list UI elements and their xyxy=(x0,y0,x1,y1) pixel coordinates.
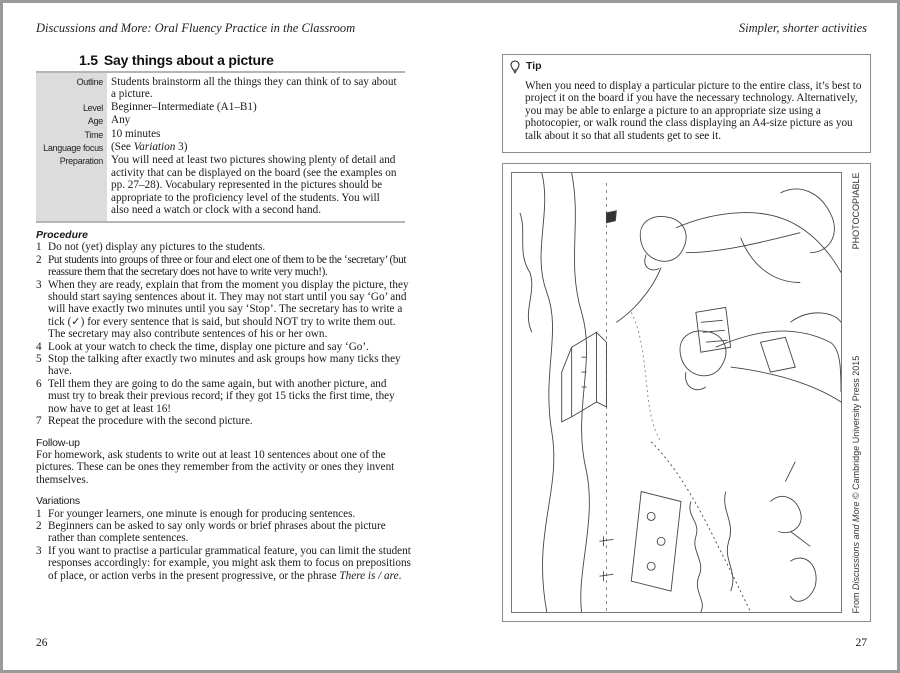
step-number: 6 xyxy=(36,377,42,390)
procedure-step xyxy=(36,353,411,378)
info-value-prefix: (See xyxy=(111,141,134,154)
variations-list xyxy=(36,508,411,582)
running-head-right: Simpler, shorter activities xyxy=(738,21,867,35)
section-title-text: Say things about a picture xyxy=(103,52,274,68)
info-row-age xyxy=(36,114,405,127)
step-number: 1 xyxy=(36,241,42,254)
tip-text: When you need to display a particular picture to the entire class, it’s best to project it on the board if you have the necessary technology. Alternatively, you may be able to enlarge a picture to an appropriate size using a photocopier, or walk round the class displaying an A4-size picture as you talk about it so that all students get to see it. xyxy=(525,80,862,142)
info-value: You will need at least two pictures showing plenty of detail and activity that can be displayed on the board (see the examples on pp. 27–28). Vocabulary represented in the pictures should be appropriate to the proficiency level of the students. You will also need a watch or clock with a second hand. xyxy=(111,154,397,217)
info-value xyxy=(107,141,405,154)
step-text: Do not (yet) display any pictures to the students. xyxy=(48,241,266,254)
variations-heading: Variations xyxy=(36,495,80,508)
variation-text: Beginners can be asked to say only words or brief phrases about the picture rather than complete sentences. xyxy=(48,519,386,545)
variation-item xyxy=(36,508,411,520)
info-row-time xyxy=(36,128,405,141)
variation-number: 3 xyxy=(36,544,42,557)
right-page xyxy=(450,3,897,670)
info-value: Students brainstorm all the things they can think of to say about a picture. xyxy=(111,76,397,101)
procedure-step xyxy=(36,378,411,415)
credit-prefix: From xyxy=(851,589,861,613)
page-number-right: 27 xyxy=(855,637,867,649)
step-text: Tell them they are going to do the same again, but with another picture, and must try to break their previous record; if they got 15 ticks the first time, they now have to get at least 16! xyxy=(48,377,395,415)
variation-text: If you want to practise a particular grammatical feature, you can limit the student responses accordingly: for example, you might ask them to focus on prepositions of place, or action verbs in the present progressive, or the phrase xyxy=(48,544,411,582)
variation-number: 2 xyxy=(36,519,42,532)
procedure-step xyxy=(36,279,411,341)
photocopiable-label: PHOTOCOPIABLE xyxy=(851,172,861,249)
variation-text-end: . xyxy=(398,569,402,582)
info-row-preparation xyxy=(36,154,405,221)
step-text: Stop the talking after exactly two minutes and ask groups how many ticks they have. xyxy=(48,353,401,378)
section-title xyxy=(79,52,274,68)
step-text: When they are ready, explain that from the moment you display the picture, they should start saying sentences about it. They may not start until you say ‘Go’ and will have exactly two minutes until you say ‘Stop’. The secretary has to write a tick (✓) for every sentence that is said, but should NOT try to write them out. The secretary may also contribute sentences of his or her own. xyxy=(48,278,409,341)
info-value: Beginner–Intermediate (A1–B1) xyxy=(111,100,257,113)
tip-title: Tip xyxy=(526,60,542,72)
variation-item xyxy=(36,520,411,545)
step-number: 2 xyxy=(36,253,42,266)
book-spread xyxy=(3,3,897,670)
info-value: 10 minutes xyxy=(111,127,161,140)
variation-text: For younger learners, one minute is enough for producing sentences. xyxy=(48,507,356,520)
tip-box xyxy=(502,54,871,153)
credit-suffix: © Cambridge University Press 2015 xyxy=(851,355,861,501)
info-label: Preparation xyxy=(36,154,107,221)
left-page xyxy=(3,3,450,670)
hikers-illustration xyxy=(511,172,842,613)
procedure-section xyxy=(36,229,411,582)
copyright-credit xyxy=(847,172,865,613)
follow-up-text: For homework, ask students to write out at least 10 sentences about one of the pictures. These can be ones they remember from the activity or ones they invent themselves. xyxy=(36,448,395,486)
copyright-text xyxy=(851,355,861,613)
info-label: Language focus xyxy=(36,141,107,154)
step-text: Put students into groups of three or four and elect one of them to be the ‘secretary’ (but reassure them that the secretary does not have to write very much!). xyxy=(48,253,407,279)
follow-up-heading: Follow-up xyxy=(36,436,80,449)
lightbulb-icon xyxy=(510,60,520,74)
step-text: Look at your watch to check the time, display one picture and say ‘Go’. xyxy=(48,340,369,353)
info-label: Age xyxy=(36,114,107,127)
running-head-left: Discussions and More: Oral Fluency Practice in the Classroom xyxy=(36,21,356,35)
step-text: Repeat the procedure with the second picture. xyxy=(48,415,253,428)
variation-item xyxy=(36,545,411,582)
procedure-step xyxy=(36,415,411,427)
section-number: 1.5 xyxy=(79,52,98,68)
info-row-language-focus xyxy=(36,141,405,154)
line-drawing-icon xyxy=(512,173,841,612)
info-value-suffix: 3) xyxy=(175,141,188,154)
info-label: Time xyxy=(36,128,107,141)
info-label: Outline xyxy=(36,73,107,101)
variation-number: 1 xyxy=(36,507,42,520)
step-number: 3 xyxy=(36,278,42,291)
procedure-step xyxy=(36,241,411,253)
variation-italic-phrase: There is / are xyxy=(339,569,399,582)
info-row-outline xyxy=(36,73,405,101)
procedure-step xyxy=(36,254,411,279)
step-number: 7 xyxy=(36,415,42,428)
info-row-level xyxy=(36,101,405,114)
info-value-italic: Variation xyxy=(133,141,176,154)
activity-info-box xyxy=(36,71,405,223)
credit-title: Discussions and More xyxy=(851,500,861,590)
procedure-step xyxy=(36,341,411,353)
step-number: 4 xyxy=(36,340,42,353)
step-number: 5 xyxy=(36,353,42,366)
info-value: Any xyxy=(111,114,131,127)
procedure-list xyxy=(36,241,411,427)
page-number-left: 26 xyxy=(36,637,48,649)
picture-box xyxy=(502,163,871,622)
info-label: Level xyxy=(36,101,107,114)
procedure-heading: Procedure xyxy=(36,229,88,241)
